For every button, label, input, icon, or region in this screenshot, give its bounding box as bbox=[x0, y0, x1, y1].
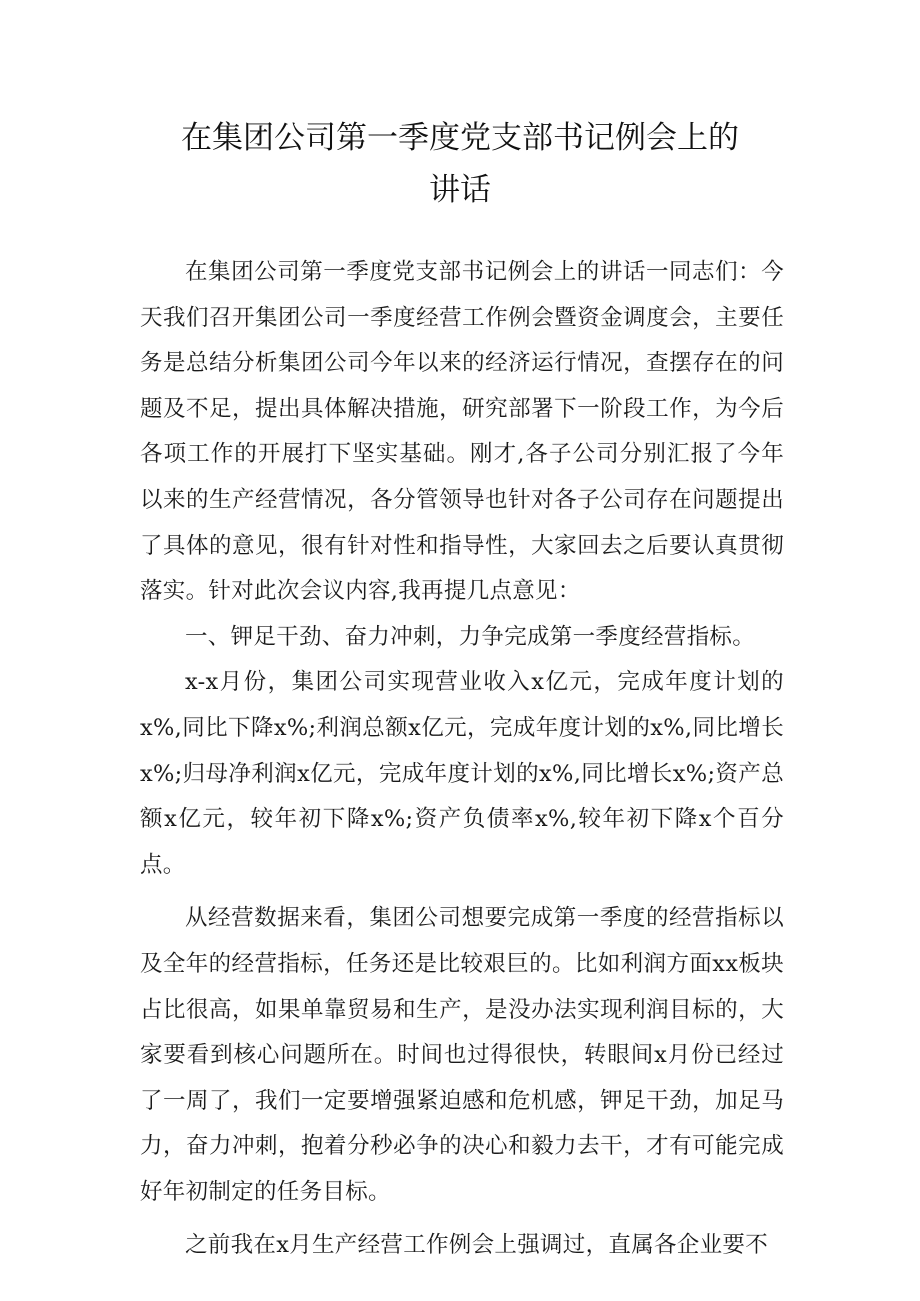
document-body bbox=[140, 250, 784, 1269]
paragraph-continued: 之前我在x月生产经营工作例会上强调过，直属各企业要不 bbox=[185, 1232, 768, 1259]
paragraph-section-heading: 一、钾足干劲、奋力冲刺，力争完成第一季度经营指标。 bbox=[185, 623, 756, 650]
paragraph-analysis: 从经营数据来看，集团公司想要完成第一季度的经营指标以及全年的经营指标，任务还是比较艰巨的。比如利润方面xx板块占比很高，如果单靠贸易和生产，是没办法实现利润目标的，大家要看到核心问题所在。时间也过得很快，转眼间x月份已经过了一周了，我们一定要增强紧迫感和危机感，钾足干劲，加足马力，奋力冲刺，抱着分秒必争的决心和毅力去干，才有可能完成好年初制定的任务目标。 bbox=[140, 905, 784, 1205]
paragraph-metrics: x-x月份，集团公司实现营业收入x亿元，完成年度计划的x%,同比下降x%;利润总额x亿元，完成年度计划的x%,同比增长x%;归母净利润x亿元，完成年度计划的x%,同比增长x%;资产总额x亿元，较年初下降x%;资产负债率x%,较年初下降x个百分点。 bbox=[140, 669, 784, 878]
title-line-2: 讲话 bbox=[429, 172, 491, 208]
paragraph-opening: 在集团公司第一季度党支部书记例会上的讲话一同志们：今天我们召开集团公司一季度经营工作例会暨资金调度会，主要任务是总结分析集团公司今年以来的经济运行情况，查摆存在的问题及不足，提出具体解决措施，研究部署下一阶段工作，为今后各项工作的开展打下坚实基础。刚才,各子公司分别汇报了今年以来的生产经营情况，各分管领导也针对各子公司存在问题提出了具体的意见，很有针对性和指导性，大家回去之后要认真贯彻落实。针对此次会议内容,我再提几点意见： bbox=[140, 259, 784, 605]
title-line-1: 在集团公司第一季度党支部书记例会上的 bbox=[181, 120, 739, 156]
document-title bbox=[140, 112, 780, 216]
